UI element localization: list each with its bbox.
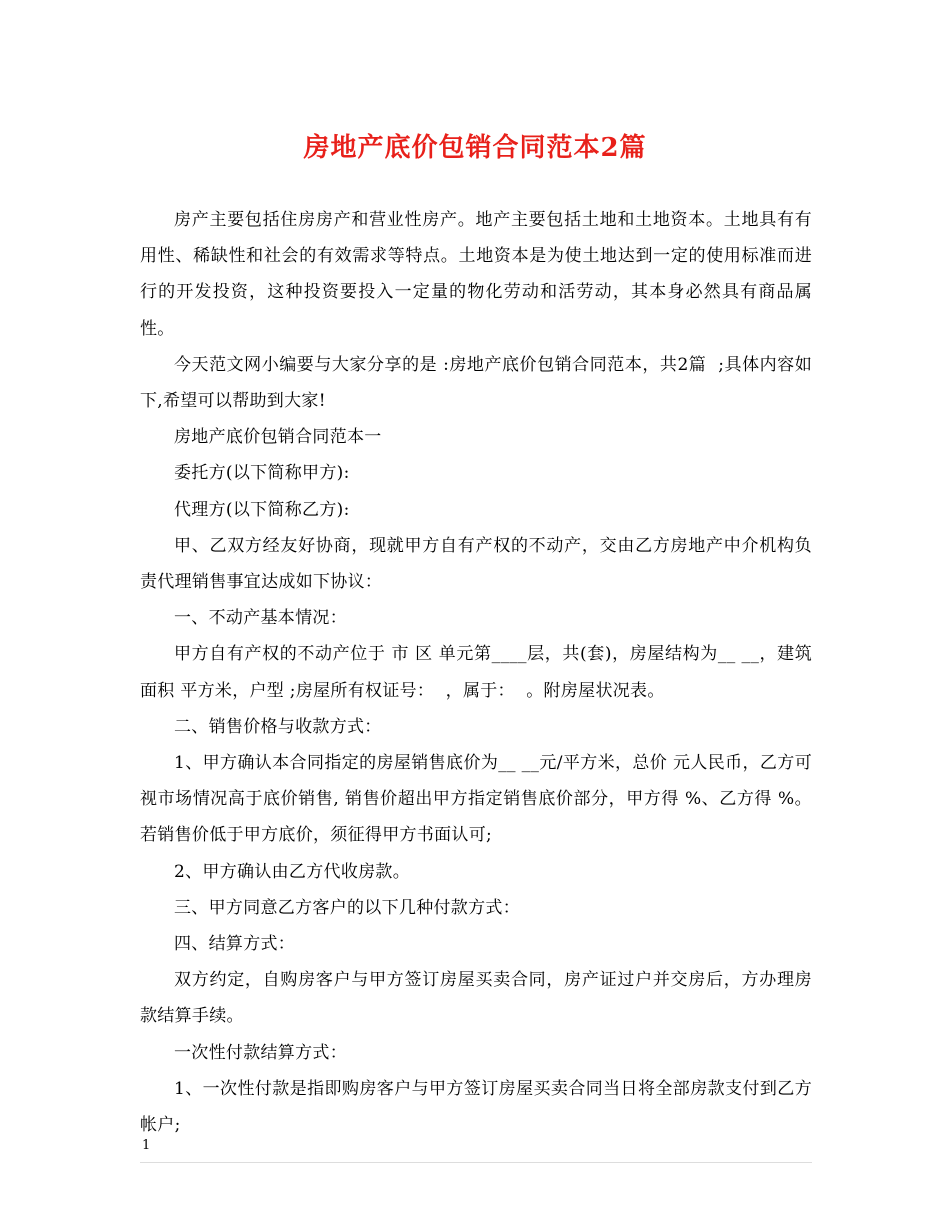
paragraph-agreement: 甲、乙双方经友好协商，现就甲方自有产权的不动产，交由乙方房地产中介机构负责代理销售事宜达成如下协议： xyxy=(140,535,812,593)
paragraph-section-2: 二、销售价格与收款方式： xyxy=(174,716,382,737)
paragraph-contract-heading: 房地产底价包销合同范本一 xyxy=(174,427,382,448)
paragraph-section-1: 一、不动产基本情况： xyxy=(174,608,347,629)
paragraph-property-details: 甲方自有产权的不动产位于 市 区 单元第____层，共(套)，房屋结构为__ __，建筑面积 平方米，户型 ;房屋所有权证号： ，属于： 。附房屋状况表。 xyxy=(140,644,812,701)
paragraph-section-4: 四、结算方式： xyxy=(174,934,296,955)
paragraph-party-a: 委托方(以下简称甲方): xyxy=(174,463,350,484)
paragraph-lump-sum-clause-1: 1、一次性付款是指即购房客户与甲方签订房屋买卖合同当日将全部房款支付到乙方帐户; xyxy=(140,1078,812,1136)
document-title: 房地产底价包销合同范本2篇 xyxy=(303,133,647,163)
paragraph-price-clause-2: 2、甲方确认由乙方代收房款。 xyxy=(174,861,411,882)
paragraph-share: 今天范文网小编要与大家分享的是 :房地产底价包销合同范本，共2篇 ;具体内容如下,希望可以帮助到大家! xyxy=(140,354,812,412)
paragraph-price-clause-1: 1、甲方确认本合同指定的房屋销售底价为__ __元/平方米，总价 元人民币，乙方可视市场情况高于底价销售, 销售价超出甲方指定销售底价部分，甲方得 %、乙方得 %。若销售价低于甲方底价，须征得甲方书面认可; xyxy=(140,753,812,846)
paragraph-lump-sum-heading: 一次性付款结算方式： xyxy=(174,1042,347,1063)
paragraph-party-b: 代理方(以下简称乙方): xyxy=(174,499,350,520)
paragraph-intro: 房产主要包括住房房产和营业性房产。地产主要包括土地和土地资本。土地具有有用性、稀缺性和社会的有效需求等特点。土地资本是为使土地达到一定的使用标准而进行的开发投资，这种投资要投入一定量的物化劳动和活劳动，其本身必然具有商品属性。 xyxy=(140,210,812,339)
footer-divider xyxy=(140,1162,812,1163)
paragraph-settlement: 双方约定，自购房客户与甲方签订房屋买卖合同，房产证过户并交房后，方办理房款结算手续。 xyxy=(140,970,812,1027)
paragraph-section-3: 三、甲方同意乙方客户的以下几种付款方式： xyxy=(174,897,520,918)
document-body xyxy=(140,202,812,1143)
page-number: 1 xyxy=(142,1138,151,1153)
